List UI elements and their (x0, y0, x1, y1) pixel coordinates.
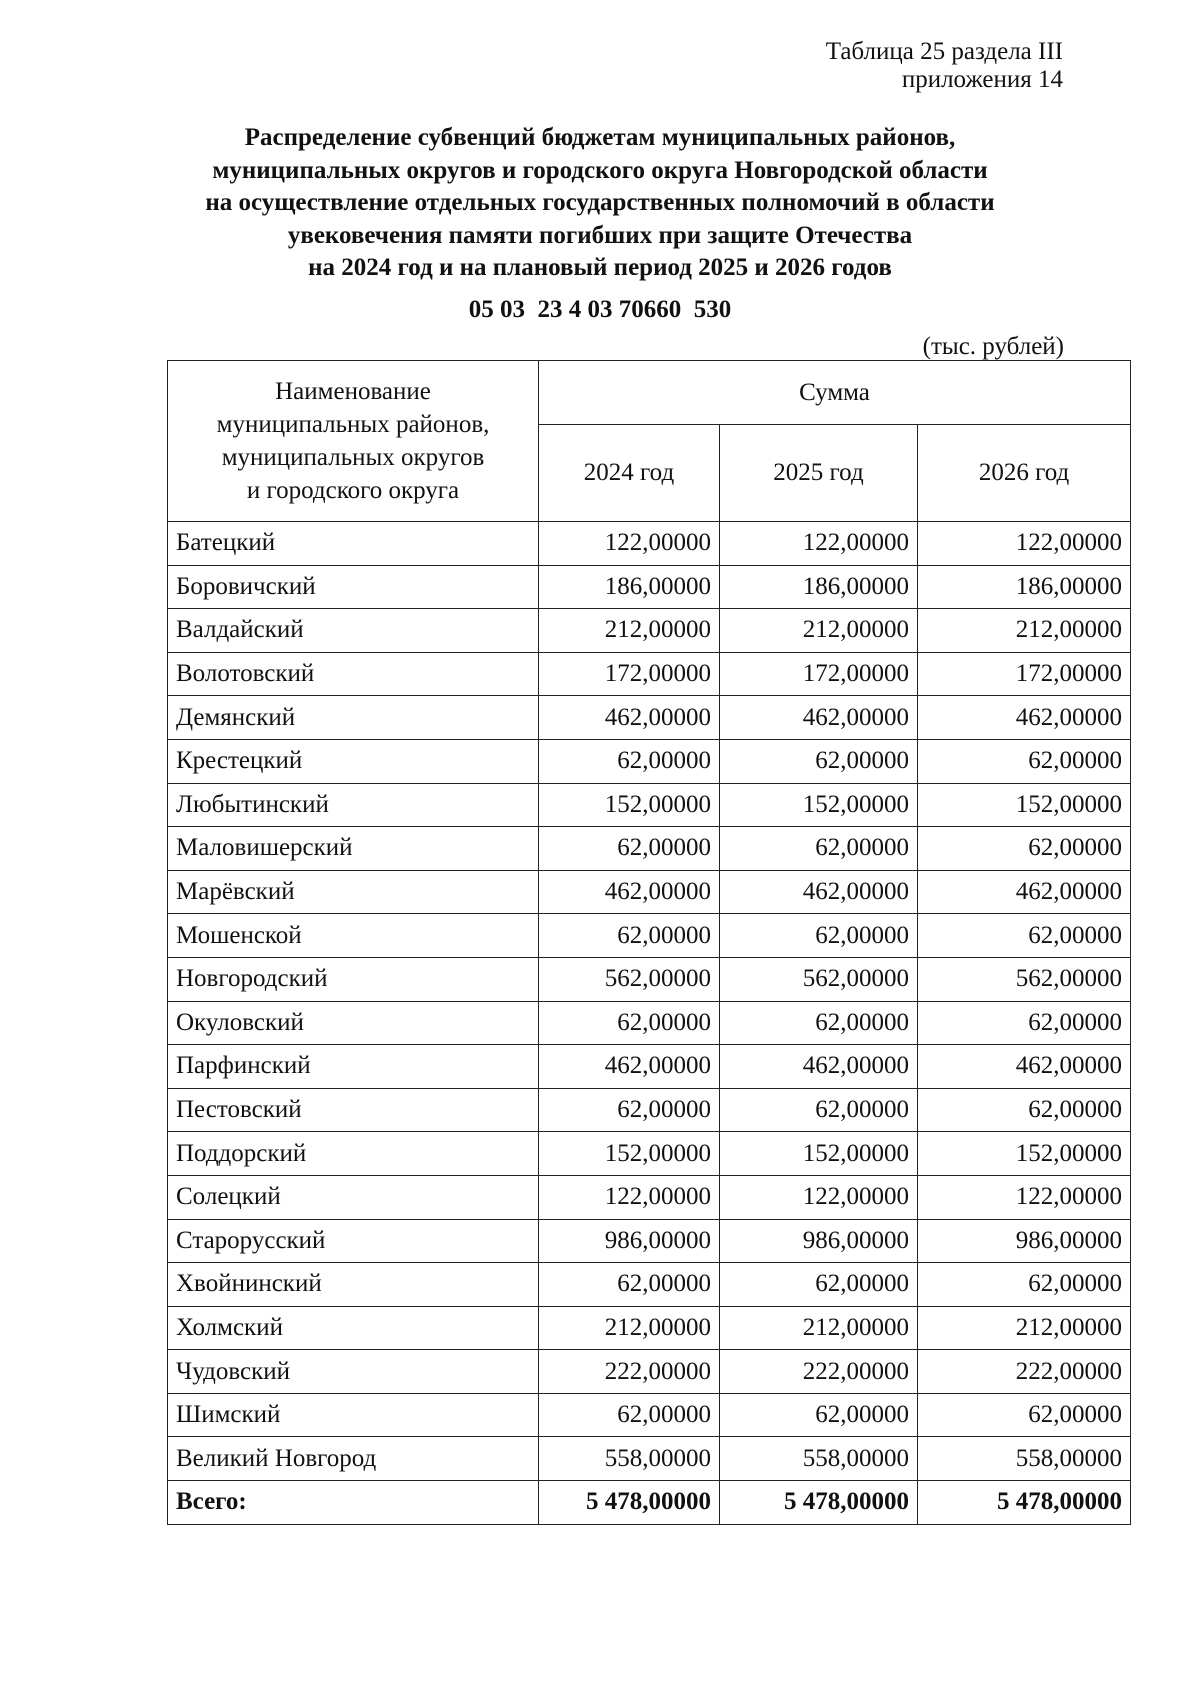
table-row (168, 565, 1131, 609)
amount-2025: 462,00000 (720, 696, 918, 740)
table-row (168, 957, 1131, 1001)
table-row (168, 739, 1131, 783)
district-name: Великий Новгород (168, 1437, 539, 1481)
amount-2026: 462,00000 (918, 870, 1131, 914)
amount-2026: 152,00000 (918, 783, 1131, 827)
amount-2025: 558,00000 (720, 1437, 918, 1481)
amount-2025: 62,00000 (720, 827, 918, 871)
total-amount-2026: 5 478,00000 (918, 1481, 1131, 1525)
table-reference (826, 38, 1063, 94)
sum-column-header: Сумма (539, 361, 1131, 425)
amount-2026: 122,00000 (918, 1175, 1131, 1219)
total-amount-2025: 5 478,00000 (720, 1481, 918, 1525)
table-row (168, 827, 1131, 871)
amount-2025: 62,00000 (720, 1001, 918, 1045)
table-row (168, 609, 1131, 653)
amount-2025: 462,00000 (720, 870, 918, 914)
district-name: Демянский (168, 696, 539, 740)
amount-2026: 186,00000 (918, 565, 1131, 609)
amount-2026: 62,00000 (918, 1001, 1131, 1045)
district-name: Новгородский (168, 957, 539, 1001)
amount-2025: 62,00000 (720, 914, 918, 958)
amount-2025: 222,00000 (720, 1350, 918, 1394)
district-name: Пестовский (168, 1088, 539, 1132)
amount-2024: 212,00000 (539, 609, 720, 653)
amount-2026: 62,00000 (918, 1393, 1131, 1437)
district-name: Крестецкий (168, 739, 539, 783)
table-reference-line: Таблица 25 раздела III (825, 38, 1063, 65)
name-header-line: и городского округа (246, 477, 460, 504)
district-name: Солецкий (168, 1175, 539, 1219)
title-line: увековечения памяти погибших при защите Отечества (287, 221, 913, 249)
amount-2024: 186,00000 (539, 565, 720, 609)
name-column-header (168, 361, 539, 522)
year-column-header: 2025 год (720, 425, 918, 522)
table-row (168, 1088, 1131, 1132)
amount-2024: 62,00000 (539, 1088, 720, 1132)
amount-2024: 152,00000 (539, 783, 720, 827)
district-name: Хвойнинский (168, 1263, 539, 1307)
district-name: Боровичский (168, 565, 539, 609)
amount-2025: 562,00000 (720, 957, 918, 1001)
table-row (168, 1045, 1131, 1089)
title-line: Распределение субвенций бюджетам муниципальных районов, (244, 124, 956, 151)
table-row (168, 1175, 1131, 1219)
district-name: Холмский (168, 1306, 539, 1350)
amount-2025: 152,00000 (720, 1132, 918, 1176)
units-label: (тыс. рублей) (922, 333, 1064, 360)
total-amount-2024: 5 478,00000 (539, 1481, 720, 1525)
district-name: Волотовский (168, 652, 539, 696)
total-label: Всего: (168, 1481, 539, 1525)
budget-code: 05 03 23 4 03 70660 530 (468, 296, 732, 323)
amount-2026: 212,00000 (918, 609, 1131, 653)
amount-2026: 462,00000 (918, 1045, 1131, 1089)
subvention-table (167, 360, 1131, 1525)
amount-2025: 462,00000 (720, 1045, 918, 1089)
table-row (168, 1437, 1131, 1481)
amount-2024: 462,00000 (539, 696, 720, 740)
amount-2024: 462,00000 (539, 1045, 720, 1089)
title-line: на 2024 год и на плановый период 2025 и 2026 годов (308, 254, 892, 281)
amount-2026: 62,00000 (918, 1088, 1131, 1132)
table-row (168, 914, 1131, 958)
amount-2024: 62,00000 (539, 914, 720, 958)
amount-2026: 122,00000 (918, 522, 1131, 566)
district-name: Окуловский (168, 1001, 539, 1045)
amount-2025: 62,00000 (720, 1263, 918, 1307)
amount-2026: 62,00000 (918, 827, 1131, 871)
table-row (168, 1001, 1131, 1045)
year-column-header: 2026 год (918, 425, 1131, 522)
table-row (168, 783, 1131, 827)
document-title (150, 122, 1050, 285)
amount-2025: 212,00000 (720, 609, 918, 653)
amount-2026: 152,00000 (918, 1132, 1131, 1176)
amount-2026: 462,00000 (918, 696, 1131, 740)
amount-2024: 172,00000 (539, 652, 720, 696)
appendix-reference-line: приложения 14 (901, 66, 1063, 93)
district-name: Маловишерский (168, 827, 539, 871)
amount-2025: 172,00000 (720, 652, 918, 696)
amount-2024: 462,00000 (539, 870, 720, 914)
amount-2025: 122,00000 (720, 522, 918, 566)
title-line: на осуществление отдельных государственных полномочий в области (205, 189, 995, 216)
amount-2024: 62,00000 (539, 827, 720, 871)
amount-2026: 562,00000 (918, 957, 1131, 1001)
amount-2025: 62,00000 (720, 739, 918, 783)
district-name: Марёвский (168, 870, 539, 914)
district-name: Мошенской (168, 914, 539, 958)
district-name: Батецкий (168, 522, 539, 566)
table-row (168, 1393, 1131, 1437)
amount-2024: 62,00000 (539, 739, 720, 783)
table-row (168, 652, 1131, 696)
table-row (168, 1306, 1131, 1350)
amount-2025: 122,00000 (720, 1175, 918, 1219)
amount-2024: 212,00000 (539, 1306, 720, 1350)
district-name: Поддорский (168, 1132, 539, 1176)
district-name: Любытинский (168, 783, 539, 827)
amount-2024: 122,00000 (539, 1175, 720, 1219)
amount-2024: 986,00000 (539, 1219, 720, 1263)
amount-2025: 186,00000 (720, 565, 918, 609)
year-column-header: 2024 год (539, 425, 720, 522)
table-row (168, 1132, 1131, 1176)
amount-2026: 558,00000 (918, 1437, 1131, 1481)
amount-2026: 986,00000 (918, 1219, 1131, 1263)
table-row (168, 1350, 1131, 1394)
name-header-line: муниципальных округов (221, 444, 485, 471)
amount-2026: 62,00000 (918, 914, 1131, 958)
table-row (168, 1219, 1131, 1263)
table-body (168, 522, 1131, 1525)
amount-2025: 62,00000 (720, 1088, 918, 1132)
district-name: Валдайский (168, 609, 539, 653)
amount-2026: 222,00000 (918, 1350, 1131, 1394)
amount-2026: 62,00000 (918, 739, 1131, 783)
table-row (168, 522, 1131, 566)
district-name: Шимский (168, 1393, 539, 1437)
amount-2024: 152,00000 (539, 1132, 720, 1176)
district-name: Парфинский (168, 1045, 539, 1089)
table-row (168, 1263, 1131, 1307)
amount-2024: 562,00000 (539, 957, 720, 1001)
amount-2024: 558,00000 (539, 1437, 720, 1481)
district-name: Старорусский (168, 1219, 539, 1263)
name-header-line: Наименование (275, 378, 431, 405)
table-row (168, 696, 1131, 740)
name-header-line: муниципальных районов, (216, 411, 490, 438)
district-name: Чудовский (168, 1350, 539, 1394)
amount-2024: 62,00000 (539, 1263, 720, 1307)
amount-2025: 62,00000 (720, 1393, 918, 1437)
amount-2024: 122,00000 (539, 522, 720, 566)
amount-2025: 212,00000 (720, 1306, 918, 1350)
amount-2024: 222,00000 (539, 1350, 720, 1394)
total-row (168, 1481, 1131, 1525)
amount-2026: 172,00000 (918, 652, 1131, 696)
amount-2024: 62,00000 (539, 1001, 720, 1045)
amount-2024: 62,00000 (539, 1393, 720, 1437)
table-row (168, 870, 1131, 914)
amount-2026: 212,00000 (918, 1306, 1131, 1350)
amount-2025: 986,00000 (720, 1219, 918, 1263)
amount-2025: 152,00000 (720, 783, 918, 827)
title-line: муниципальных округов и городского округа Новгородской области (212, 156, 988, 184)
amount-2026: 62,00000 (918, 1263, 1131, 1307)
